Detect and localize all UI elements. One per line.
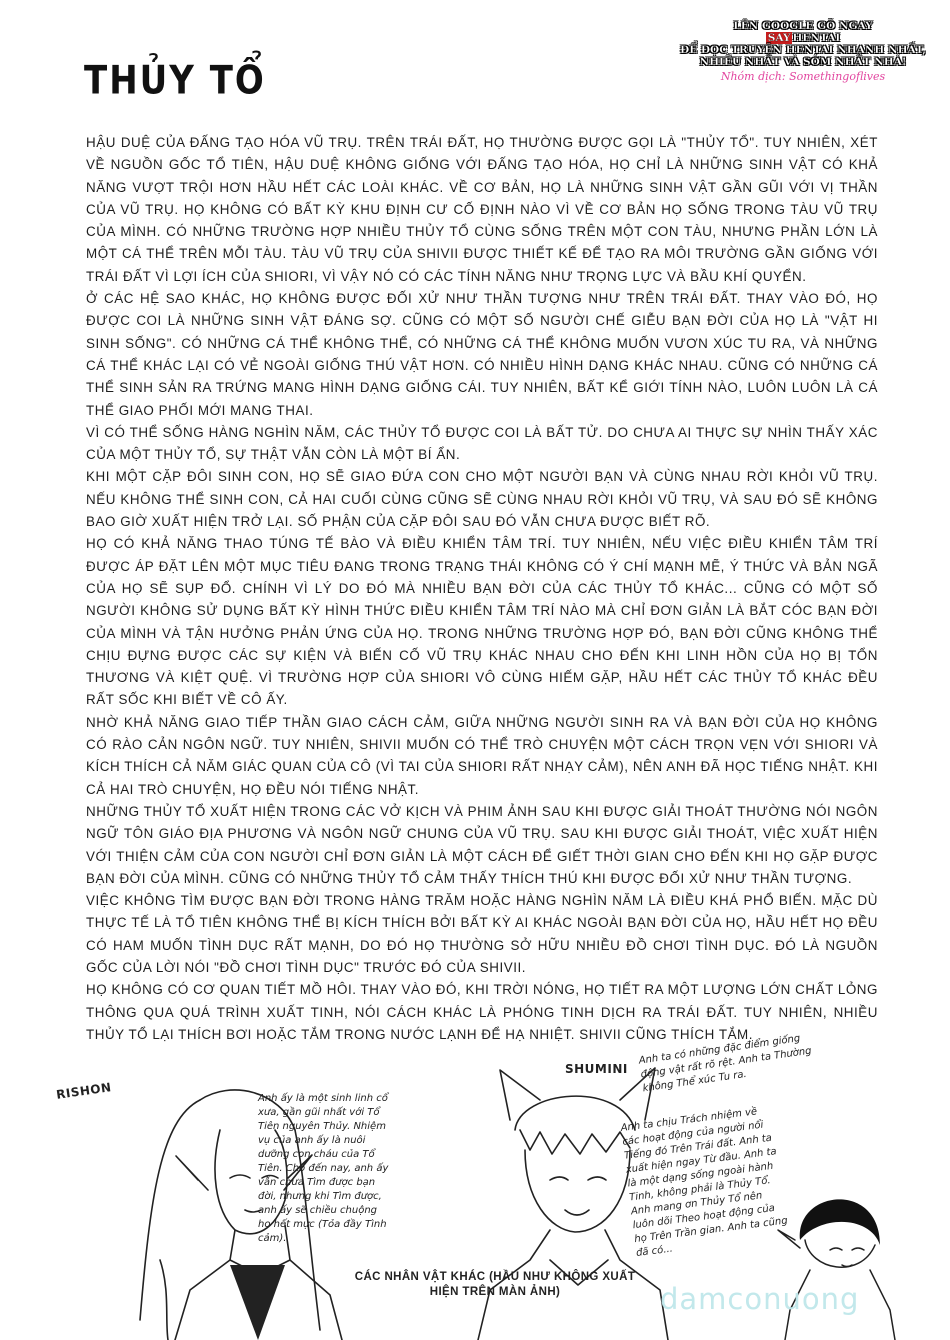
paragraph-5: HỌ CÓ KHẢ NĂNG THAO TÚNG TẾ BÀO VÀ ĐIỀU KHIỂN TÂM TRÍ. TUY NHIÊN, NẾU VIỆC ĐIỀU KHIỂN TÂM TRÍ ĐƯỢC ÁP ĐẶT LÊN MỘT MỤC TIÊU ĐANG TRONG TRẠNG THÁI KHÔNG CÓ Ý CHÍ MẠNH MẼ, Ý THỨC VÀ BẢN NGÃ CỦA HỌ SẼ SỤP ĐỔ. CHÍNH VÌ LÝ DO ĐÓ MÀ NHIỀU BẠN ĐỜI CỦA CÁC THỦY TỔ KHÁC... CŨNG CÓ MỘT SỐ NGƯỜI KHÔNG SỬ DỤNG BẤT KỲ HÌNH THỨC ĐIỀU KHIỂN TÂM TRÍ NÀO MÀ CHỈ ĐƠN GIẢN LÀ BẮT CÓC BẠN ĐỜI CỦA MÌNH VÀ TẬN HƯỞNG PHẢN ỨNG CỦA HỌ. TRONG NHỮNG TRƯỜNG HỢP ĐÓ, BẠN ĐỜI CŨNG KHÔNG THỂ CHỊU ĐỰNG ĐƯỢC CÁC SỰ KIỆN VÀ BIẾN CỐ VŨ TRỤ KHÁC NHAU CHO ĐẾN KHI LINH HỒN CỦA HỌ BỊ TỔN THƯƠNG VÀ KIỆT QUỆ. VÌ TRƯỜNG HỢP CỦA SHIORI VÔ CÙNG HIẾM GẶP, HẦU HẾT CÁC THỦY TỔ KHÁC ĐỀU RẤT SỐC KHI BIẾT VỀ CÔ ẤY. xyxy=(86,536,878,708)
promo-brand xyxy=(668,32,938,44)
promo-line-3: ĐỂ ĐỌC TRUYỆN HENTAI NHANH NHẤT, NHIỀU NHẤT VÀ SỚM NHẤT NHÁ! xyxy=(680,44,926,68)
promo-brand-say: SAY xyxy=(767,32,791,44)
paragraph-8: VIỆC KHÔNG TÌM ĐƯỢC BẠN ĐỜI TRONG HÀNG TRĂM HOẶC HÀNG NGHÌN NĂM LÀ ĐIỀU KHÁ PHỔ BIẾN. MẶC DÙ THỰC TẾ LÀ TỔ TIÊN KHÔNG THỂ BỊ KÍCH THÍCH BỞI BẤT KỲ AI KHÁC NGOÀI BẠN ĐỜI CỦA HỌ, HẦU HẾT HỌ ĐỀU CÓ HAM MUỐN TÌNH DỤC RẤT MẠNH, DO ĐÓ HỌ THƯỜNG SỞ HỮU NHIỀU ĐỒ CHƠI TÌNH DỤC. ĐÓ LÀ NGUỒN GỐC CỦA LỜI NÓI "ĐỒ CHƠI TÌNH DỤC" TRƯỚC ĐÓ CỦA SHIVII. xyxy=(86,893,878,975)
third-character-note: Anh ta chịu Trách nhiệm về các hoạt động của người nổi Tiếng đó Trên Trái đất. Anh ta xuất hiện ngay Từ đầu. Anh ta là một dạng sống ngoài hành Tinh, không phải là Thủy Tổ. Anh mang ơn Thủy Tổ nên luôn dõi Theo hoạt động của họ Trên Trần gian. Anh ta cũng đã có... xyxy=(620,1106,789,1259)
site-watermark: damconuong xyxy=(660,1282,860,1316)
paragraph-2: Ở CÁC HỆ SAO KHÁC, HỌ KHÔNG ĐƯỢC ĐỐI XỬ NHƯ THẦN TƯỢNG NHƯ TRÊN TRÁI ĐẤT. THAY VÀO ĐÓ, HỌ ĐƯỢC COI LÀ NHỮNG SINH VẬT ĐÁNG SỢ. CŨNG CÓ MỘT SỐ NGƯỜI CHẾ GIỄU BẠN ĐỜI CỦA HỌ LÀ "VẬT HI SINH SỐNG". CÓ NHỮNG CÁ THỂ KHÔNG THỂ, CÓ NHỮNG CÁ THỂ KHÔNG MUỐN VƯƠN XÚC TU RA, VÀ NHỮNG CÁ THỂ KHÁC LẠI CÓ VẺ NGOÀI GIỐNG THÚ VẬT HƠN. CÓ NHIỀU HÌNH DẠNG KHÁC NHAU. CŨNG CÓ NHỮNG CÁ THỂ SINH SẢN RA TRỨNG MANG HÌNH DẠNG GIỐNG CÁI. TUY NHIÊN, BẤT KỂ GIỚI TÍNH NÀO, LUÔN LUÔN LÀ CÁ THỂ GIAO PHỐI MỚI MANG THAI. xyxy=(86,291,878,418)
rishon-note: Anh ấy là một sinh linh cổ xưa, gần gũi nhất với Tổ Tiên nguyên Thủy. Nhiệm vụ của anh ấy là nuôi dưỡng con cháu của Tổ Tiên. Cho đến nay, anh ấy vẫn chưa Tìm được bạn đời, nhưng khi Tìm được, anh ấy sẽ chiều chuộng họ hết mực (Tỏa đầy Tình cảm). xyxy=(258,1093,389,1244)
promo-banner xyxy=(668,20,938,83)
rishon-name: RISHON xyxy=(55,1080,113,1102)
shumini-note: Anh ta có những đặc điểm giống động vật rất rõ rệt. Anh ta Thường không Thể xúc Tu ra. xyxy=(638,1033,813,1095)
shumini-name: SHUMINI xyxy=(565,1062,628,1076)
paragraph-7: NHỮNG THỦY TỔ XUẤT HIỆN TRONG CÁC VỞ KỊCH VÀ PHIM ẢNH SAU KHI ĐƯỢC GIẢI THOÁT THƯỜNG NÓI NGÔN NGỮ TÔN GIÁO ĐỊA PHƯƠNG VÀ NGÔN NGỮ CHUNG CỦA VŨ TRỤ. SAU KHI ĐƯỢC GIẢI THOÁT, VIỆC XUẤT HIỆN VỚI THIỆN CẢM CỦA CON NGƯỜI CHỈ ĐƠN GIẢN LÀ MỘT CÁCH ĐỂ GIẾT THỜI GIAN CHO ĐẾN KHI HỌ GẶP ĐƯỢC BẠN ĐỜI CỦA MÌNH. CŨNG CÓ NHỮNG THỦY TỔ CẢM THẤY THÍCH THÚ KHI ĐƯỢC ĐỐI XỬ NHƯ THẦN TƯỢNG. xyxy=(86,803,878,886)
promo-line-1: LÊN GOOGLE GÕ NGAY xyxy=(733,20,873,32)
translator-credit: Nhóm dịch: Somethingoflives xyxy=(720,70,886,83)
paragraph-9: HỌ KHÔNG CÓ CƠ QUAN TIẾT MỒ HÔI. THAY VÀO ĐÓ, KHI TRỜI NÓNG, HỌ TIẾT RA MỘT LƯỢNG LỚN CHẤT LỎNG THÔNG QUA QUÁ TRÌNH XUẤT TINH, NÓI CÁCH KHÁC LÀ PHÓNG TINH DỊCH RA TRÁI ĐẤT. TUY NHIÊN, NHIỀU THỦY TỔ LẠI THÍCH BƠI HOẶC TẮM TRONG NƯỚC LẠNH ĐỂ HẠ NHIỆT. SHIVII CŨNG THÍCH TẮM. xyxy=(86,982,878,1042)
other-characters-caption: CÁC NHÂN VẬT KHÁC (HẦU NHƯ KHÔNG XUẤT HIỆN TRÊN MÀN ẢNH) xyxy=(354,1271,636,1298)
paragraph-6: NHỜ KHẢ NĂNG GIAO TIẾP THẦN GIAO CÁCH CẢM, GIỮA NHỮNG NGƯỜI SINH RA VÀ BẠN ĐỜI CỦA HỌ KHÔNG CÓ RÀO CẢN NGÔN NGỮ. TUY NHIÊN, SHIVII MUỐN CÓ THỂ TRÒ CHUYỆN MỘT CÁCH TRỌN VẸN VỚI SHIORI VÀ KÍCH THÍCH CẢ NĂM GIÁC QUAN CỦA CÔ (VÌ TAI CỦA SHIORI RẤT NHẠY CẢM), NÊN ANH ĐÃ HỌC TIẾNG NHẬT. KHI CẢ HAI TRÒ CHUYỆN, HỌ ĐỀU NÓI TIẾNG NHẬT. xyxy=(86,714,878,797)
body-text xyxy=(86,132,878,1046)
page-title: THỦY TỔ xyxy=(84,58,266,104)
paragraph-4: KHI MỘT CẶP ĐÔI SINH CON, HỌ SẼ GIAO ĐỨA CON CHO MỘT NGƯỜI BẠN VÀ CÙNG NHAU RỜI KHỎI VŨ TRỤ. NẾU KHÔNG THỂ SINH CON, CẢ HAI CUỐI CÙNG CŨNG SẼ CÙNG NHAU RỜI KHỎI VŨ TRỤ, VÀ SAU ĐÓ SẼ KHÔNG BAO GIỜ XUẤT HIỆN TRỞ LẠI. SỐ PHẬN CỦA CẶP ĐÔI SAU ĐÓ VẪN CHƯA ĐƯỢC BIẾT RÕ. xyxy=(86,469,878,530)
paragraph-1: HẬU DUỆ CỦA ĐẤNG TẠO HÓA VŨ TRỤ. TRÊN TRÁI ĐẤT, HỌ THƯỜNG ĐƯỢC GỌI LÀ "THỦY TỔ". TUY NHIÊN, XÉT VỀ NGUỒN GỐC TỔ TIÊN, HẬU DUỆ KHÔNG GIỐNG VỚI ĐẤNG TẠO HÓA, HỌ CHỈ LÀ NHỮNG SINH VẬT CÓ KHẢ NĂNG VƯỢT TRỘI HƠN HẦU HẾT CÁC LOÀI KHÁC. VỀ CƠ BẢN, HỌ LÀ NHỮNG SINH VẬT GẦN GŨI VỚI VỊ THẦN CỦA VŨ TRỤ. HỌ KHÔNG CÓ BẤT KỲ KHU ĐỊNH CƯ CỐ ĐỊNH NÀO VÌ VỀ CƠ BẢN HỌ SỐNG TRONG TÀU VŨ TRỤ CỦA MÌNH. CÓ NHỮNG TRƯỜNG HỢP NHIỀU THỦY TỔ CÙNG SỐNG TRÊN MỘT CON TÀU, NHƯNG PHẦN LỚN LÀ MỘT CÁ THỂ TRÊN MỖI TÀU. TÀU VŨ TRỤ CỦA SHIVII ĐƯỢC THIẾT KẾ ĐỂ TẠO RA MÔI TRƯỜNG GẦN GIỐNG VỚI TRÁI ĐẤT VÌ LỢI ÍCH CỦA SHIORI, VÌ VẬY NÓ CÓ CÁC TÍNH NĂNG NHƯ TRỌNG LỰC VÀ BẦU KHÍ QUYỂN. xyxy=(86,135,878,284)
paragraph-3: VÌ CÓ THỂ SỐNG HÀNG NGHÌN NĂM, CÁC THỦY TỔ ĐƯỢC COI LÀ BẤT TỬ. DO CHƯA AI THỰC SỰ NHÌN THẤY XÁC CỦA MỘT THỦY TỔ, SỰ THẬT VẪN CÒN LÀ MỘT BÍ ẨN. xyxy=(86,424,878,463)
promo-brand-hentai: HENTAI xyxy=(792,32,841,44)
